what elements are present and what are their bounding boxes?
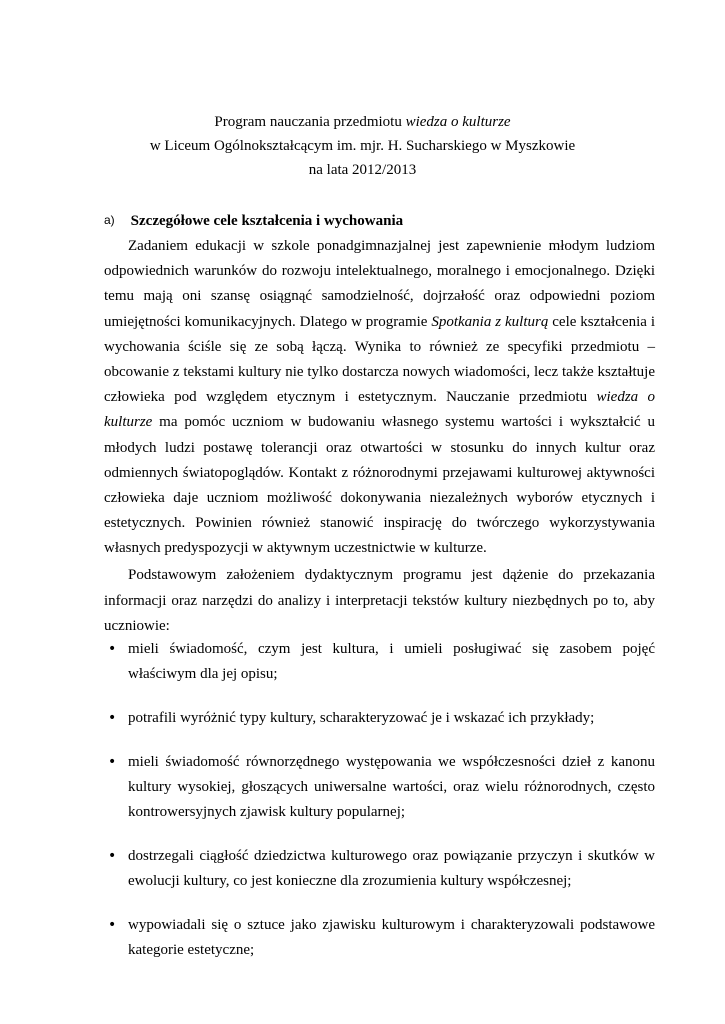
section-letter: a): [104, 213, 115, 227]
program-title: Spotkania z kulturą: [431, 313, 549, 330]
document-title: [0, 110, 725, 182]
list-item: • potrafili wyróżnić typy kultury, scharakteryzować je i wskazać ich przykłady;: [104, 706, 655, 731]
title-line-2: w Liceum Ogólnokształcącym im. mjr. H. Sucharskiego w Myszkowie: [149, 138, 576, 154]
bullet-icon: •: [108, 917, 117, 933]
bullet-icon: •: [108, 641, 117, 657]
bullet-icon: •: [108, 848, 117, 864]
subject-name: wiedza o kulturze: [405, 114, 511, 130]
paragraph-goals: Zadaniem edukacji w szkole ponadgimnazjalnej jest zapewnienie młodym ludziom odpowiednich warunków do rozwoju intelektualnego, moralnego i emocjonalnego. Dzięki temu mają oni szansę osiągnąć samodzielność, dojrzałość oraz odpowiedni poziom umiejętności komunikacyjnych. Dlatego w programie Spotkania z kulturą cele kształcenia i wychowania ściśle się ze sobą łączą. Wynika to również ze specyfiki przedmiotu – obcowanie z tekstami kultury nie tylko dostarcza nowych wiadomości, lecz także kształtuje człowieka pod względem etycznym i estetycznym. Nauczanie przedmiotu wiedza o kulturze ma pomóc uczniom w budowaniu własnego systemu wartości i wykształcić u młodych ludzi postawę tolerancji oraz otwartości w stosunku do innych kultur oraz odmiennych światopoglądów. Kontakt z różnorodnymi przejawami kulturowej aktywności człowieka daje uczniom możliwość dokonywania niezależnych wyborów etycznych i estetycznych. Powinien również stanowić inspirację do twórczego wykorzystywania własnych predyspozycji w aktywnym uczestnictwie w kulturze.: [104, 238, 655, 557]
section-title: Szczegółowe cele kształcenia i wychowania: [130, 213, 404, 229]
paragraph-assumption: Podstawowym założeniem dydaktycznym programu jest dążenie do przekazania informacji oraz narzędzi do analizy i interpretacji tekstów kultury niezbędnych po to, aby uczniowie:: [104, 567, 655, 634]
list-item: • mieli świadomość równorzędnego występowania we współczesności dzieł z kanonu kultury wysokiej, głoszących uniwersalne wartości, oraz wielu różnorodnych, często kontrowersyjnych zjawisk kultury popularnej;: [104, 750, 655, 825]
list-item: • dostrzegali ciągłość dziedzictwa kulturowego oraz powiązanie przyczyn i skutków w ewolucji kultury, co jest konieczne dla zrozumienia kultury współczesnej;: [104, 844, 655, 894]
bullet-icon: •: [108, 710, 117, 726]
section-heading: [104, 210, 403, 232]
subject-name-inline: wiedza o kulturze: [104, 389, 655, 431]
title-line-1: Program nauczania przedmiotu wiedza o kulturze: [214, 114, 511, 130]
list-item: • wypowiadali się o sztuce jako zjawisku kulturowym i charakteryzowali podstawowe kategorie estetyczne;: [104, 913, 655, 963]
list-item: • mieli świadomość, czym jest kultura, i umieli posługiwać się zasobem pojęć właściwym dla jej opisu;: [104, 637, 655, 687]
title-line-3: na lata 2012/2013: [308, 162, 417, 178]
goals-list: [104, 637, 655, 982]
bullet-icon: •: [108, 754, 117, 770]
